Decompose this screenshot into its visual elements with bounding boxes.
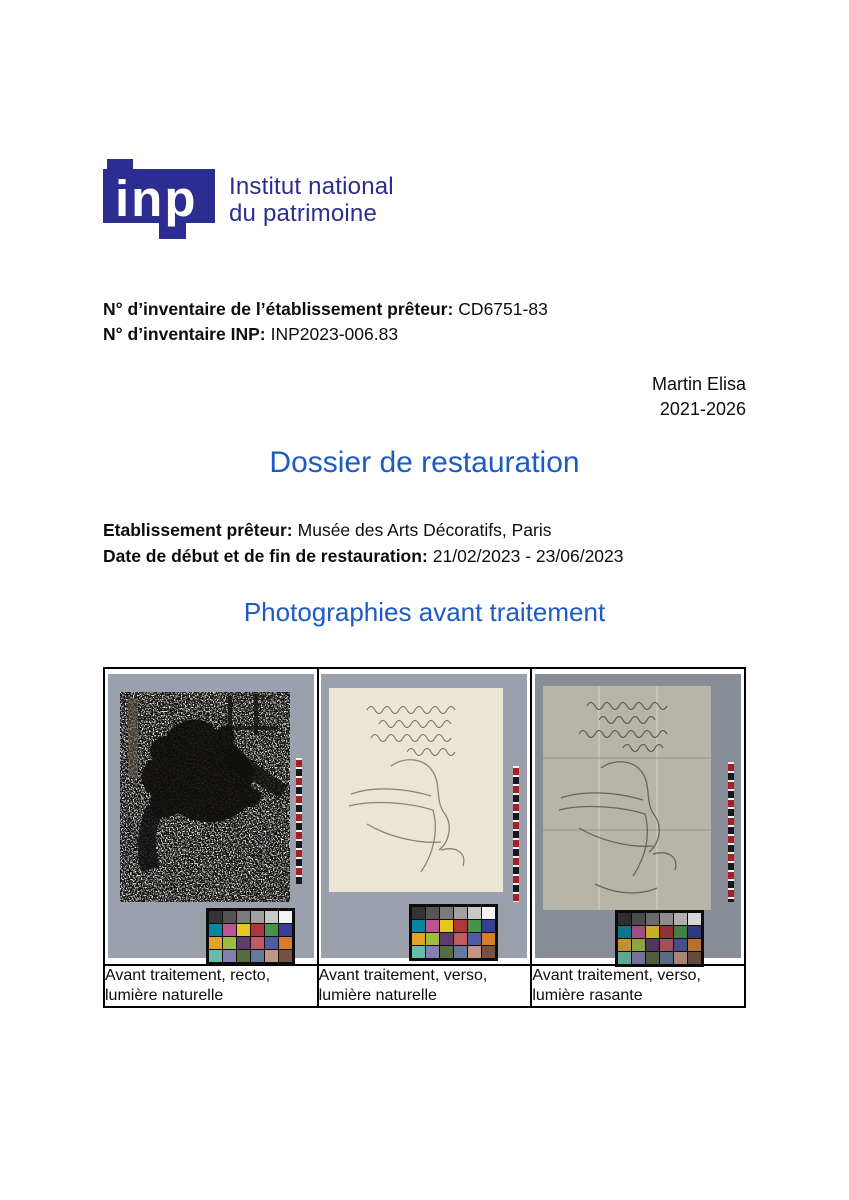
dates-value: 21/02/2023 - 23/06/2023 [432, 546, 624, 566]
inventory-block [103, 297, 548, 347]
colorchecker-chart [615, 910, 704, 967]
dates-label: Date de début et de fin de restauration: [103, 546, 428, 566]
caption-verso-raking: Avant traitement, verso, lumière rasante [531, 965, 745, 1007]
inp-logo [103, 159, 394, 240]
measuring-scale [728, 762, 734, 902]
institute-name [229, 159, 394, 227]
measuring-scale [513, 766, 519, 902]
lender-label: Etablissement prêteur: [103, 520, 293, 540]
institute-name-line1: Institut national [229, 173, 394, 200]
lender-value: Musée des Arts Décoratifs, Paris [297, 520, 552, 540]
photo-recto-natural-image [108, 674, 314, 958]
inp-logo-icon [103, 159, 215, 240]
institute-name-line2: du patrimoine [229, 200, 378, 227]
inp-logo-acronym: inp [115, 170, 198, 227]
document-title: Dossier de restauration [269, 446, 580, 479]
author-block [652, 372, 746, 422]
author-name: Martin Elisa [651, 374, 746, 394]
photos-row [104, 668, 745, 965]
photo-cell-verso-natural [318, 668, 532, 965]
photo-cell-verso-raking [531, 668, 745, 965]
section-title: Photographies avant traitement [243, 597, 606, 627]
captions-row [104, 965, 745, 1007]
inventory-lender-label: N° d’inventaire de l’établissement prêteur: [103, 299, 454, 319]
photo-verso-natural-image [321, 674, 527, 958]
inventory-inp-label: N° d’inventaire INP: [103, 324, 266, 344]
colorchecker-chart [206, 908, 295, 965]
restoration-details [103, 517, 624, 569]
dates-line [103, 543, 624, 569]
lender-line [103, 517, 624, 543]
photos-table [103, 667, 746, 1008]
inventory-inp-value: INP2023-006.83 [270, 324, 399, 344]
colorchecker-chart [409, 904, 498, 961]
inventory-lender-value: CD6751-83 [458, 299, 548, 319]
inventory-inp-line [103, 322, 548, 347]
photo-cell-recto-natural [104, 668, 318, 965]
author-years: 2021-2026 [659, 399, 746, 419]
inventory-lender-line [103, 297, 548, 322]
measuring-scale [296, 758, 302, 884]
caption-recto-natural: Avant traitement, recto, lumière naturelle [104, 965, 318, 1007]
caption-verso-natural: Avant traitement, verso, lumière naturelle [318, 965, 532, 1007]
photo-verso-raking-image [535, 674, 741, 958]
